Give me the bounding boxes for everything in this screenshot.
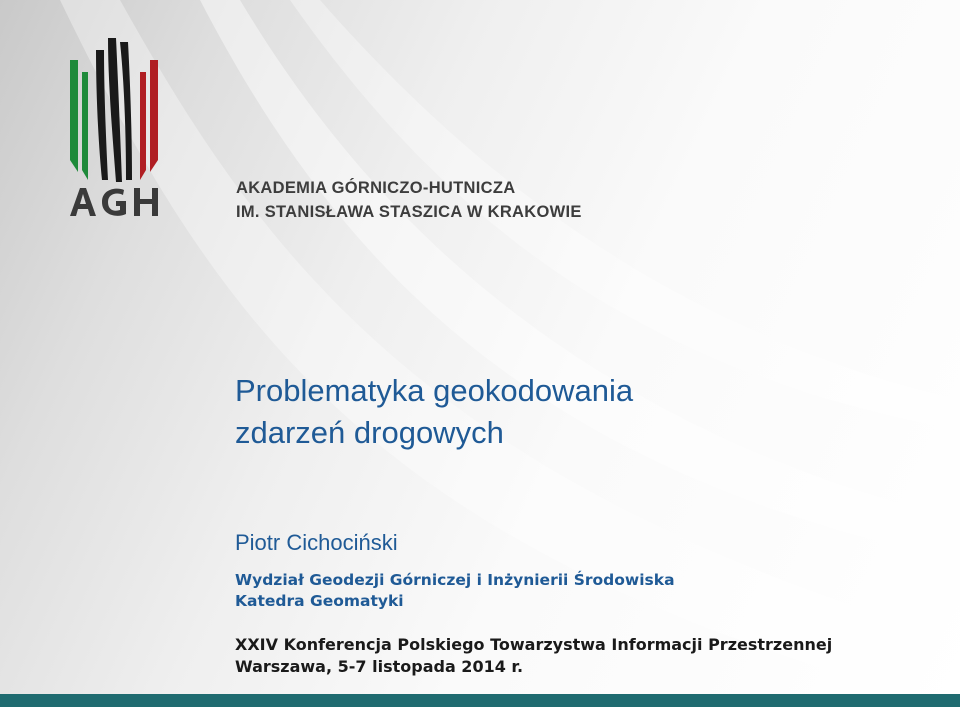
university-name-line1: AKADEMIA GÓRNICZO-HUTNICZA [236, 179, 516, 197]
agh-logo [62, 30, 172, 220]
title-line1: Problematyka geokodowania [235, 373, 634, 408]
faculty-name: Wydział Geodezji Górniczej i Inżynierii Środowiska [235, 571, 675, 589]
conference-info [235, 634, 832, 678]
conference-name: XXIV Konferencja Polskiego Towarzystwa Informacji Przestrzennej [235, 635, 833, 654]
title-line2: zdarzeń drogowych [235, 415, 504, 450]
university-name-line2: IM. STANISŁAWA STASZICA W KRAKOWIE [236, 203, 582, 221]
author-name: Piotr Cichociński [235, 530, 398, 555]
affiliation [235, 570, 675, 612]
university-name [236, 176, 582, 224]
agh-emblem-icon [62, 30, 172, 220]
bottom-bar [0, 694, 960, 707]
conference-place-date: Warszawa, 5-7 listopada 2014 r. [235, 657, 524, 676]
presentation-title [235, 370, 633, 454]
department-name: Katedra Geomatyki [235, 592, 404, 610]
